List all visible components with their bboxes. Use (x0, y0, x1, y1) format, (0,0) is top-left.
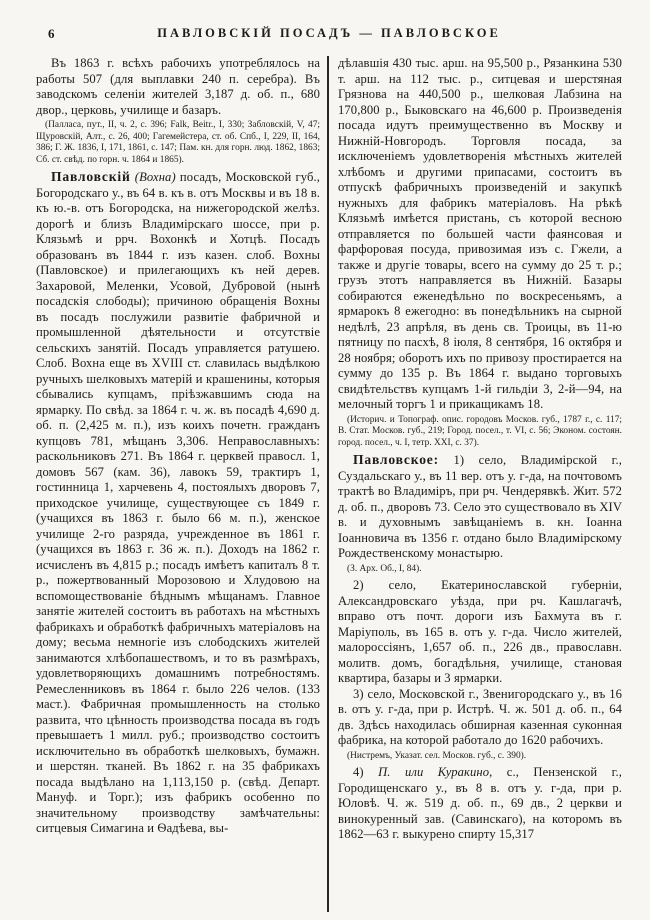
entry-pavlovskiy-posad (36, 169, 320, 837)
entry-headword: Павловскій (51, 169, 131, 185)
entry-item-1-text: 1) село, Владимірской г., Суздальскаго у., въ 11 вер. отъ у. г-да, на почтовомъ трактѣ во Владиміръ, при рч. Чендерявкѣ. Жит. 572 д. об. п., дворовъ 73. Село это существовало въ XIV в. и духовнымъ завѣщаніемъ в. кн. Іоанна Іоанновича въ 1356 г. отдано было Владимірскому Рождественскому монастырю. (338, 453, 622, 561)
entry-pavlovskoye-item-4 (338, 765, 622, 843)
citation-sources: (З. Арх. Об., I, 84). (347, 563, 422, 574)
entry-pavlovskoye-item-3: 3) село, Московской г., Звенигородскаго у., въ 16 в. отъ у. г-да, при р. Истрѣ. Ч. ж. 501 д. об. п., 64 дв. Здѣсь находилась обширная казенная суконная фабрика, на которой работало до 1620 рабочихъ. (338, 686, 622, 748)
left-column (36, 56, 327, 912)
citation-sources: (Историч. и Топограф. опис. городовъ Москов. губ., 1787 г., с. 117; В. Стат. Москов. губ., 219; Город. посел., т. VI, с. 56; Эконом. состоян. город. посел., ч. I, тетр. XXI, с. 37). (338, 414, 622, 448)
entry-item-4-prefix: 4) (353, 765, 379, 780)
page-number: 6 (48, 26, 55, 41)
continuation-paragraph: Въ 1863 г. всѣхъ рабочихъ употреблялось на работы 507 (для выплавки 240 п. серебра). Въ заводскомъ селеніи жителей 3,187 д. об. п., 680 двор., церковь, училище и базаръ. (36, 56, 321, 117)
running-title: ПАВЛОВСКІЙ ПОСАДЪ — ПАВЛОВСКОЕ (157, 26, 501, 40)
entry-item-4-text: , с., Пензенской г., Городищенскаго у., въ 8 в. отъ у. г-да, при р. Юловѣ. Ч. ж. 519 д. об. п., 69 дв., 2 церкви и винокуренный зав. (Савинскаго), на которомъ въ 1862—63 г. выкурено спирту 15,317 (338, 765, 622, 842)
text-columns (36, 56, 622, 912)
entry-body-text: посадъ, Московской губ., Богородскаго у., въ 64 в. къ в. отъ Москвы и въ 18 в. къ ю.-в. отъ Богородска, на нижегородской желѣз. дорогѣ и близъ Владимірскаго шоссе, при р. Клязьмѣ и ррч. Вохонкѣ и Хотцѣ. Посадъ образованъ въ 1844 г. изъ казен. слоб. Вохны (Павловское) и прилегающихъ къ ней дерев. Захаровой, Меленки, Усовой, Дубровой (нынѣ посадскія слободы); причиною обращенія Вохны въ посадъ послужили развитіе фабричной и промышленной дѣятельности и отсутствіе сельскихъ занятій. Посадъ управляется ратушею. Слоб. Вохна еще въ XVIII ст. славилась выдѣлкою ручныхъ шелковыхъ матерій и крашенины, которыя сбывались купцамъ, пріѣзжавшимъ сюда на ярмарку. По свѣд. за 1864 г. ч. ж. въ посадѣ 4,690 д. об. п. (2,425 м. п.), изъ коихъ почетн. гражданъ купцовъ 781, мѣщанъ 3,306. Неправославныхъ: раскольниковъ 271. Въ 1864 г. церквей правосл. 1, домовъ 567 (кам. 36), лавокъ 59, трактиръ 1, гостинница 1, харчевень 4, постоялыхъ дворовъ 7, приходское училище, существующее съ 1849 г. (учащихся въ 1863 г. было 66 м. п.), женское училище 2-го разряда, учрежденное въ 1861 г. (учащихся въ 1863 г. 36 ж. п.). Доходъ на 1862 г. исчисленъ въ 4,815 р.; посадъ имѣетъ капиталъ 8 т. р., пожертвованный Морозовою и Хлудовою на вспомоществованіе бѣднымъ мѣщанамъ. Главное занятіе жителей состоитъ въ работахъ на мѣстныхъ фабрикахъ и обработкѣ фабричныхъ матеріаловъ на дому; весьма немногіе изъ слободскихъ жителей занимаются хлѣбопашествомъ, и то въ размѣрахъ, удовлетворяющихъ домашнимъ потребностямъ. Ремесленниковъ въ 1864 г. было 226 челов. (133 маст.). Фабричная промышленность на столько развита, что цѣнность производства посада въ годъ превышаетъ 1 милл. руб.; производство состоитъ исключительно въ обработкѣ шелковыхъ, бумажн. и шерстян. тканей. Въ 1862 г. на 35 фабрикахъ посада выдѣлано на 1,113,150 р. (свѣд. Департ. Мануф. и Торг.); изъ фабрикъ особенно по значительному производству замѣчательны: ситцевыя Симагина и Ѳадѣева, вы- (36, 170, 321, 836)
citation-sources: (Нистремъ, Указат. сел. Москов. губ., с. 390). (347, 750, 527, 761)
continuation-paragraph: дѣлавшія 430 тыс. арш. на 95,500 р., Рязанкина 530 т. арш. на 112 тыс. р., ситцевая и шерстяная Грязнова на 440,500 р., шелковая Лабзина на 170,800 р., Быковскаго на 46,600 р. Произведенія посада идутъ преимущественно въ Москву и Нижній-Новгородъ. Торговля посада, за исключеніемъ удовлетворенія мѣстныхъ жителей хлѣбомъ и другими припасами, состоитъ въ отпускѣ фабричныхъ произведеній и закупкѣ нужныхъ для фабрикъ матеріаловъ. На рѣкѣ Клязьмѣ имѣется пристань, съ которой весною отправляется по большей части фаянсовая и фарфоровая посуда, привозимая изъ с. Гжели, а также и другіе товары, всего на сумму до 25 т. р.; грузъ этотъ направляется въ Нижній. Базары собираются еженедѣльно по воскресеньямъ, а ярмарокъ 8 ежегодно: въ понедѣльникъ на сырной недѣлѣ, 23 апрѣля, въ день св. Троицы, въ 11-ю пятницу по пасхѣ, 8 іюля, 8 сентября, 16 октября и 28 ноября; оборотъ ихъ по привозу простирается на сумму до 135 р. Въ 1864 г. выдано торговыхъ свидѣтельствъ купцамъ 1-й гильдіи 3, 2-й—94, на мелочный торгъ 1 и прикащикамъ 18. (338, 56, 622, 411)
page-header (36, 24, 622, 50)
entry-item-4-name: П. или Куракино (378, 765, 490, 780)
citation-sources: (Палласа, пут., II, ч. 2, с. 396; Falk, Beitr., I, 330; Забловскій, V, 47; Щуровскій, Алт., с. 26, 400; Гагемейстера, ст. об. Спб., I, 229, II, 164, 386; Г. Ж. 1836, I, 171, 1861, с. 147; Пам. кн. для горн. люд. 1862, 1863; Сб. ст. свѣд. по горн. ч. 1864 и 1865). (36, 120, 321, 165)
entry-pavlovskoye-item-2: 2) село, Екатеринославской губерніи, Александровскаго уѣзда, при рч. Кашлагачѣ, вправо отъ почт. дороги изъ Бахмута въ г. Маріуполь, въ 165 в. отъ у. г-да. Число жителей, малороссіянъ, 1,657 об. п., 226 дв., православн. молитв. домъ, богадѣльня, училище, становая квартира, базары и 3 ярмарки. (338, 578, 622, 686)
entry-headword: Павловское: (353, 452, 439, 468)
right-column (329, 56, 622, 912)
entry-pavlovskoye-item-1 (338, 452, 622, 562)
entry-alt-name: (Вохна) (134, 170, 176, 185)
